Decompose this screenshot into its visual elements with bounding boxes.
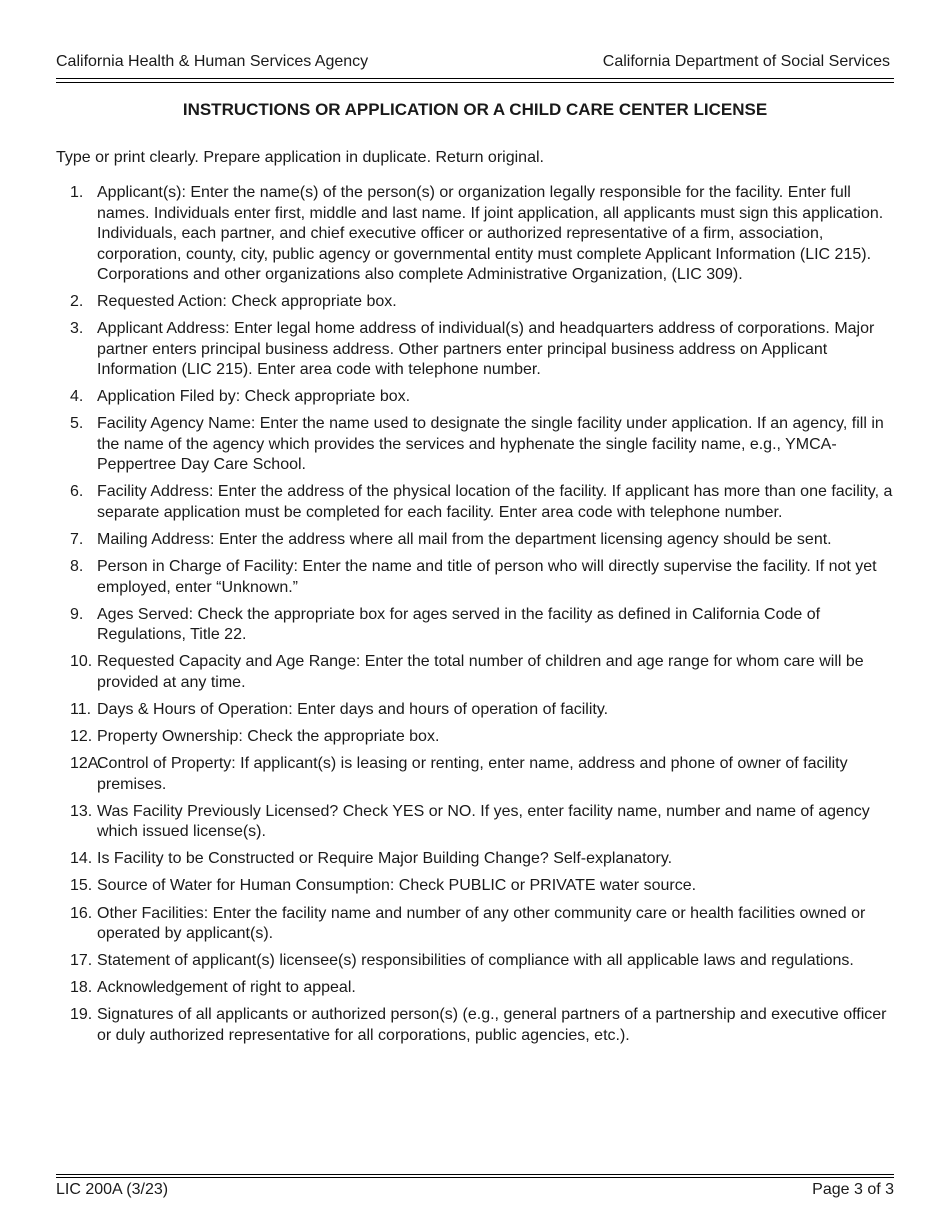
footer-divider-bottom	[56, 1177, 894, 1178]
item-text: Acknowledgement of right to appeal.	[97, 979, 356, 997]
item-number: 12A.	[70, 755, 103, 773]
page-header	[56, 52, 890, 72]
intro-text: Type or print clearly. Prepare application in duplicate. Return original.	[56, 149, 544, 166]
item-number: 17.	[70, 952, 93, 970]
instruction-list	[56, 183, 896, 1053]
list-item	[56, 387, 896, 408]
list-item	[56, 849, 896, 870]
header-divider-bottom	[56, 82, 894, 83]
item-text: Facility Address: Enter the address of the physical location of the facility. If applicant has more than one facility, a separate application must be completed for each facility. Enter area code with telephone number.	[97, 483, 893, 521]
item-text: Is Facility to be Constructed or Require Major Building Change? Self-explanatory.	[97, 850, 673, 868]
item-number: 6.	[70, 483, 84, 501]
item-number: 8.	[70, 558, 84, 576]
item-number: 13.	[70, 802, 93, 820]
item-text: Facility Agency Name: Enter the name used to designate the single facility under application. If an agency, fill in the name of the agency which provides the services and hyphenate the single facility name, e.g., YMCA-Peppertree Day Care School.	[97, 415, 884, 474]
item-number: 16.	[70, 904, 93, 922]
item-text: Person in Charge of Facility: Enter the name and title of person who will directly supervise the facility. If not yet employed, enter “Unknown.”	[97, 558, 877, 596]
department-name: California Department of Social Services	[602, 53, 890, 70]
item-text: Requested Action: Check appropriate box.	[97, 293, 397, 311]
list-item	[56, 183, 896, 286]
list-item	[56, 951, 896, 972]
document-title: INSTRUCTIONS OR APPLICATION OR A CHILD CARE CENTER LICENSE	[182, 100, 768, 119]
list-item	[56, 876, 896, 897]
item-text: Applicant Address: Enter legal home address of individual(s) and headquarters address of corporations. Major partner enters principal business address. Other partners enter principal business address on Applicant Information (LIC 215). Enter area code with telephone number.	[97, 320, 875, 379]
header-divider-top	[56, 78, 894, 79]
item-number: 2.	[70, 293, 84, 311]
item-number: 9.	[70, 605, 84, 623]
list-item	[56, 904, 896, 945]
list-item	[56, 319, 896, 381]
item-text: Ages Served: Check the appropriate box for ages served in the facility as defined in California Code of Regulations, Title 22.	[97, 605, 821, 644]
list-item	[56, 530, 896, 551]
item-text: Source of Water for Human Consumption: Check PUBLIC or PRIVATE water source.	[97, 877, 697, 895]
footer-divider-top	[56, 1174, 894, 1175]
list-item	[56, 605, 896, 646]
item-text: Application Filed by: Check appropriate box.	[97, 388, 411, 406]
list-item	[56, 802, 896, 843]
item-text: Days & Hours of Operation: Enter days and hours of operation of facility.	[97, 700, 609, 718]
list-item	[56, 292, 896, 313]
list-item	[56, 754, 896, 795]
list-item	[56, 700, 896, 721]
list-item	[56, 978, 896, 999]
item-number: 10.	[70, 653, 93, 671]
item-text: Control of Property: If applicant(s) is leasing or renting, enter name, address and phone of owner of facility premises.	[97, 755, 848, 793]
item-number: 4.	[70, 388, 84, 406]
item-number: 19.	[70, 1006, 93, 1024]
item-number: 18.	[70, 979, 93, 997]
list-item	[56, 414, 896, 476]
list-item	[56, 557, 896, 598]
agency-name: California Health & Human Services Agency	[56, 53, 369, 70]
item-number: 12.	[70, 728, 93, 746]
item-number: 3.	[70, 320, 84, 338]
item-number: 7.	[70, 531, 84, 549]
item-number: 14.	[70, 850, 93, 868]
item-number: 5.	[70, 415, 84, 433]
page-footer	[56, 1180, 894, 1200]
list-item	[56, 482, 896, 523]
form-id: LIC 200A (3/23)	[56, 1181, 169, 1198]
item-text: Signatures of all applicants or authorized person(s) (e.g., general partners of a partnership and executive officer or duly authorized representative for all corporations, public agencies, etc.).	[97, 1006, 887, 1044]
item-number: 11.	[70, 700, 92, 718]
item-number: 15.	[70, 877, 93, 895]
item-text: Property Ownership: Check the appropriate box.	[97, 728, 440, 746]
item-text: Requested Capacity and Age Range: Enter the total number of children and age range for whom care will be provided at any time.	[97, 653, 864, 691]
item-number: 1.	[70, 184, 84, 201]
list-item	[56, 1005, 896, 1046]
item-text: Mailing Address: Enter the address where all mail from the department licensing agency should be sent.	[97, 531, 832, 549]
item-text: Statement of applicant(s) licensee(s) responsibilities of compliance with all applicable laws and regulations.	[97, 952, 854, 970]
item-text: Was Facility Previously Licensed? Check YES or NO. If yes, enter facility name, number and name of agency which issued license(s).	[97, 802, 870, 841]
item-text: Other Facilities: Enter the facility name and number of any other community care or health facilities owned or operated by applicant(s).	[97, 904, 866, 942]
list-item	[56, 727, 896, 748]
list-item	[56, 652, 896, 693]
item-text: Applicant(s): Enter the name(s) of the person(s) or organization legally responsible for the facility. Enter full names. Individuals enter first, middle and last name. If joint application, all applicants must sign this application. Individuals, each partner, and chief executive officer or authorized representative of a firm, association, corporation, county, city, public agency or governmental entity must complete Applicant Information (LIC 215). Corporations and other organizations also complete Administrative Organization, (LIC 309).	[97, 184, 884, 283]
page-number: Page 3 of 3	[812, 1181, 894, 1198]
